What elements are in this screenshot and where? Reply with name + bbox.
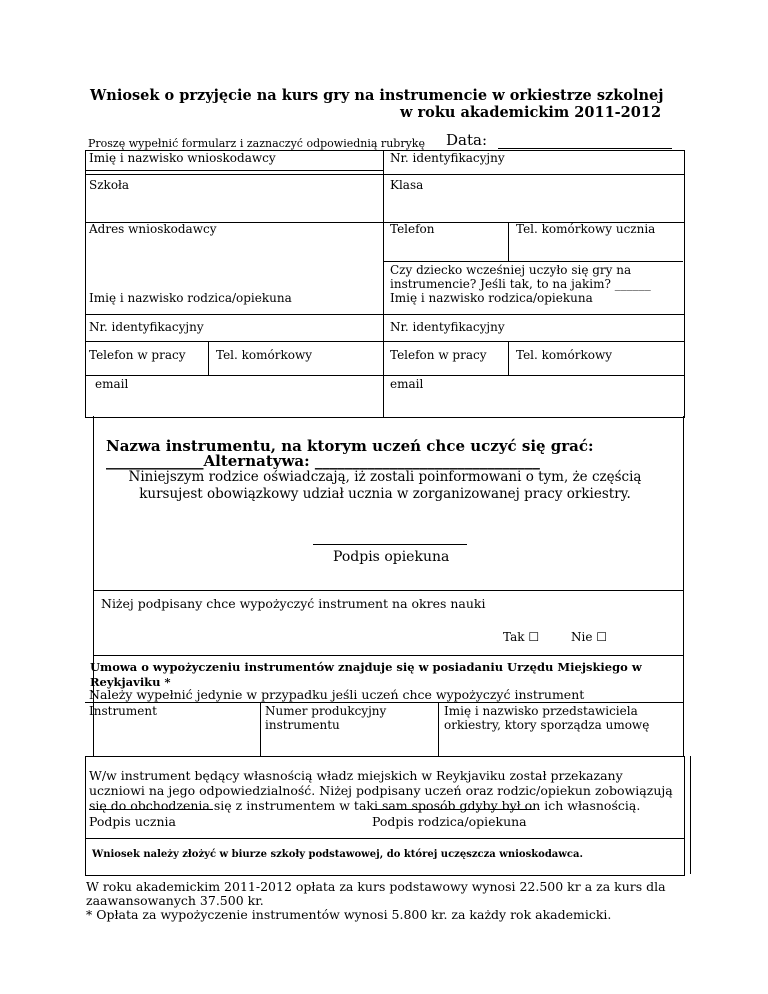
parent1-work-phone-label[interactable]: Telefon w pracy	[89, 348, 186, 362]
guardian-signature-line[interactable]	[313, 544, 467, 545]
parent-signature-label: Podpis rodzica/opiekuna	[372, 814, 527, 829]
form-instruction: Proszę wypełnić formularz i zaznaczyć odpowiednią rubrykę	[88, 137, 425, 150]
liability-text: W/w instrument będący własnością władz miejskich w Reykjaviku został przekazany uczniowi na jego odpowiedzialność. Niżej podpisany uczeń oraz rodzic/opiekun zobowiązują się do obchodzenia się z instrumentem w taki sam sposób gdyby był on ich własnością.	[89, 768, 673, 813]
date-label: Data:	[446, 131, 487, 149]
parent2-email-label[interactable]: email	[390, 377, 424, 391]
rental-no-option[interactable]: Nie ☐	[571, 630, 608, 644]
fill-note: Należy wypełnić jedynie w przypadku jeśli uczeń chce wypożyczyć instrument	[89, 687, 585, 702]
student-mobile-label[interactable]: Tel. komórkowy ucznia	[516, 222, 656, 236]
school-label[interactable]: Szkoła	[89, 178, 130, 192]
form-title-line1: Wniosek o przyjęcie na kurs gry na instrumencie w orkiestrze szkolnej	[90, 87, 664, 104]
applicant-name-label[interactable]: Imię i nazwisko wnioskodawcy	[89, 151, 276, 165]
prior-experience-question[interactable]: Czy dziecko wcześniej uczyło się gry na instrumencie? Jeśli tak, to na jakim? ______	[390, 263, 651, 291]
parents-declaration: Niniejszym rodzice oświadczają, iż zostali poinformowani o tym, że częścią kursujest obowiązkowy udział ucznia w zorganizowanej pracy orkiestry.	[128, 469, 642, 502]
parent1-name-label[interactable]: Imię i nazwisko rodzica/opiekuna	[89, 291, 292, 305]
parent2-work-phone-label[interactable]: Telefon w pracy	[390, 348, 487, 362]
col-instrument[interactable]: Instrument	[89, 704, 157, 718]
rental-fee-note: * Opłata za wypożyczenie instrumentów wynosi 5.800 kr. za każdy rok akademicki.	[86, 907, 612, 922]
guardian-signature-label: Podpis opiekuna	[333, 549, 450, 565]
parent-signature-line[interactable]	[372, 809, 534, 810]
col-orchestra-representative[interactable]: Imię i nazwisko przedstawiciela orkiestry, ktory sporządza umowę	[444, 704, 650, 732]
instrument-alternative[interactable]: _____________Alternatywa: ______________________________	[106, 452, 540, 470]
parent1-email-label[interactable]: email	[95, 377, 129, 391]
submission-note: Wniosek należy złożyć w biurze szkoły podstawowej, do której uczęszcza wnioskodawca.	[92, 849, 583, 860]
parent1-id-label[interactable]: Nr. identyfikacyjny	[89, 320, 204, 334]
applicant-id-label[interactable]: Nr. identyfikacyjny	[390, 151, 505, 165]
rental-yes-option[interactable]: Tak ☐	[503, 630, 540, 644]
instrument-heading: Nazwa instrumentu, na ktorym uczeń chce uczyć się grać:	[106, 437, 594, 455]
parent2-mobile-label[interactable]: Tel. komórkowy	[516, 348, 613, 362]
form-title-line2: w roku akademickim 2011-2012	[400, 104, 662, 121]
phone-label[interactable]: Telefon	[390, 222, 435, 236]
parent1-mobile-label[interactable]: Tel. komórkowy	[216, 348, 313, 362]
date-field[interactable]	[498, 148, 672, 149]
student-signature-label: Podpis ucznia	[89, 814, 176, 829]
course-fees-note: W roku akademickim 2011-2012 opłata za kurs podstawowy wynosi 22.500 kr a za kurs dla zaawansowanych 37.500 kr.	[86, 879, 666, 908]
parent2-name-label[interactable]: Imię i nazwisko rodzica/opiekuna	[390, 291, 593, 305]
address-label[interactable]: Adres wnioskodawcy	[89, 222, 217, 236]
col-serial-number[interactable]: Numer produkcyjny instrumentu	[265, 704, 387, 732]
rental-question: Niżej podpisany chce wypożyczyć instrument na okres nauki	[101, 596, 486, 611]
class-label[interactable]: Klasa	[390, 178, 424, 192]
checkbox-icon[interactable]: ☐	[528, 630, 540, 644]
parent2-id-label[interactable]: Nr. identyfikacyjny	[390, 320, 505, 334]
checkbox-icon[interactable]: ☐	[596, 630, 608, 644]
student-signature-line[interactable]	[89, 809, 213, 810]
agreement-note: Umowa o wypożyczeniu instrumentów znajduje się w posiadaniu Urzędu Miejskiego w Reykjaviku *	[90, 660, 642, 689]
